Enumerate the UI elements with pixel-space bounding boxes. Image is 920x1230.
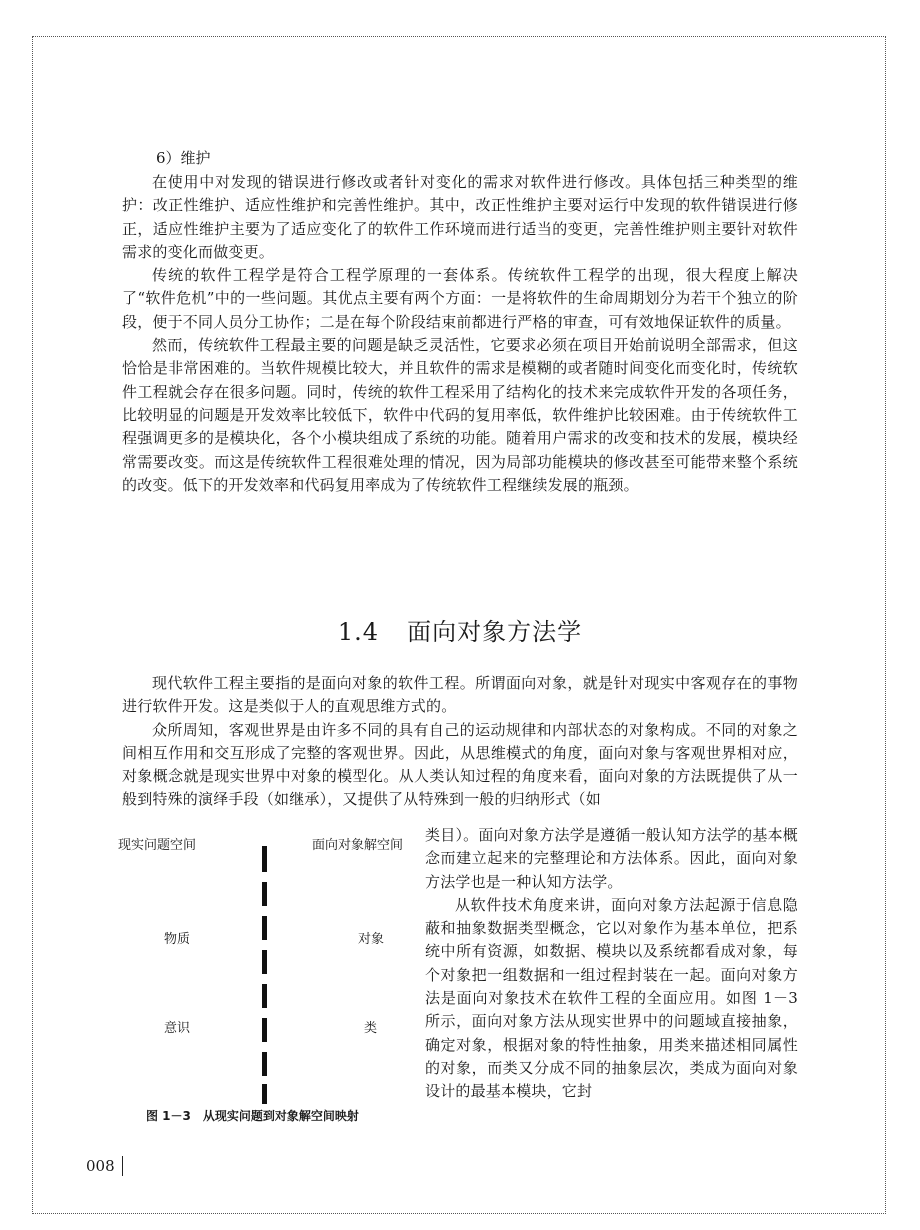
figure-left-header: 现实问题空间: [118, 838, 197, 853]
top-body: [122, 171, 798, 497]
figure-caption: 图 1－3 从现实问题到对象解空间映射: [146, 1109, 359, 1123]
paragraph: 然而，传统软件工程最主要的问题是缺乏灵活性，它要求必须在项目开始前说明全部需求，但这恰恰是非常困难的。当软件规模比较大，并且软件的需求是模糊的或者随时间变化而变化时，传统软件工程就会存在很多问题。同时，传统的软件工程采用了结构化的技术来完成软件开发的各项任务，比较明显的问题是开发效率比较低下，软件中代码的复用率低，软件维护比较困难。由于传统软件工程强调更多的是模块化，各个小模块组成了系统的功能。随着用户需求的改变和技术的发展，模块经常需要改变。而这是传统软件工程很难处理的情况，因为局部功能模块的修改甚至可能带来整个系统的改变。低下的开发效率和代码复用率成为了传统软件工程继续发展的瓶颈。: [122, 336, 798, 494]
figure-mapping: [118, 826, 418, 1131]
section-title: [0, 617, 920, 647]
figure-right-item: 类: [364, 1021, 378, 1036]
section-body: [122, 672, 798, 812]
paragraph: 类目）。面向对象方法学是遵循一般认知方法学的基本概念而建立起来的完整理论和方法体系。因此，面向对象方法学也是一种认知方法学。: [425, 826, 798, 891]
paragraph: 传统的软件工程学是符合工程学原理的一套体系。传统软件工程学的出现，很大程度上解决了“软件危机”中的一些问题。其优点主要有两个方面：一是将软件的生命周期划分为若干个独立的阶段，便于不同人员分工协作；二是在每个阶段结束前都进行严格的审查，可有效地保证软件的质量。: [122, 266, 798, 331]
figure-left-item: 物质: [164, 932, 191, 947]
right-column-text: [425, 824, 798, 1104]
paragraph: 从软件技术角度来讲，面向对象方法起源于信息隐蔽和抽象数据类型概念，它以对象作为基本单位，把系统中所有资源，如数据、模块以及系统都看成对象，每个对象把一组数据和一组过程封装在一起。面向对象方法是面向对象技术在软件工程的全面应用。如图 1－3 所示，面向对象方法从现实世界中的问题域直接抽象，确定对象，根据对象的特性抽象，用类来描述相同属性的对象，而类又分成不同的抽象层次，类成为面向对象设计的最基本模块，它封: [425, 895, 798, 1101]
figure-left-item: 意识: [164, 1021, 191, 1036]
figure-divider-segment: [262, 1052, 267, 1076]
paragraph: 在使用中对发现的错误进行修改或者针对变化的需求对软件进行修改。具体包括三种类型的维护：改正性维护、适应性维护和完善性维护。其中，改正性维护主要对运行中发现的软件错误进行修正，适应性维护主要为了适应变化了的软件工作环境而进行适当的变更，完善性维护则主要针对软件需求的变化而做变更。: [122, 173, 798, 261]
figure-divider-segment: [262, 1084, 267, 1104]
figure-divider-segment: [262, 916, 267, 940]
figure-divider-segment: [262, 882, 267, 906]
section-number: 1.4: [337, 618, 380, 646]
section-title-text: 面向对象方法学: [407, 618, 583, 646]
figure-right-header: 面向对象解空间: [312, 838, 404, 853]
figure-right-item: 对象: [358, 932, 385, 947]
list-item-heading: 6）维护: [156, 149, 211, 167]
paragraph: 现代软件工程主要指的是面向对象的软件工程。所谓面向对象，就是针对现实中客观存在的事物进行软件开发。这是类似于人的直观思维方式的。: [122, 674, 798, 716]
page-number: 008: [86, 1157, 115, 1175]
figure-divider-segment: [262, 1018, 267, 1042]
figure-divider-segment: [262, 950, 267, 974]
page-number-rule: [122, 1156, 123, 1176]
figure-divider-segment: [262, 984, 267, 1008]
figure-divider-segment: [262, 846, 267, 872]
paragraph: 众所周知，客观世界是由许多不同的具有自己的运动规律和内部状态的对象构成。不同的对象之间相互作用和交互形成了完整的客观世界。因此，从思维模式的角度，面向对象与客观世界相对应，对象概念就是现实世界中对象的模型化。从人类认知过程的角度来看，面向对象的方法既提供了从一般到特殊的演绎手段（如继承），又提供了从特殊到一般的归纳形式（如: [122, 720, 798, 809]
